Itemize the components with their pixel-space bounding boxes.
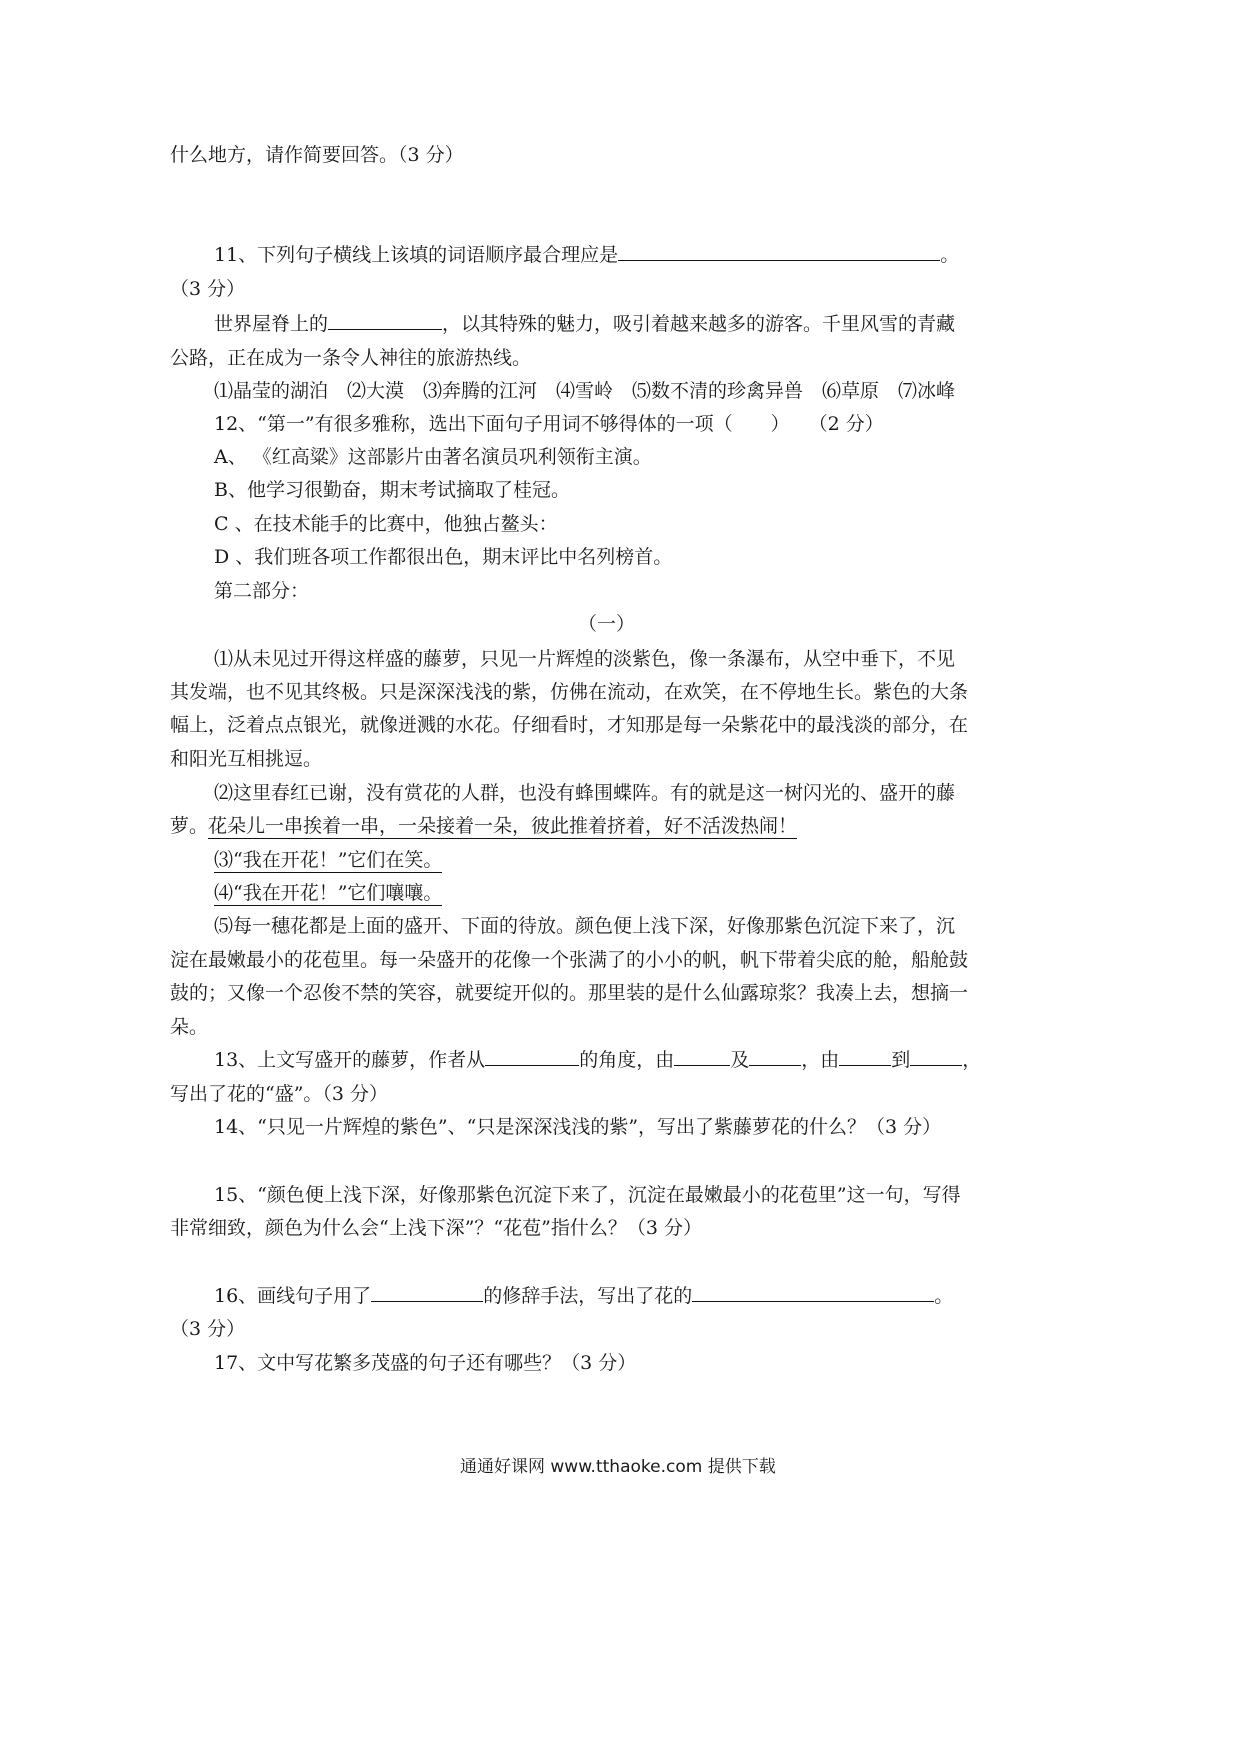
- passage-line: 鼓的；又像一个忍俊不禁的笑容，就要绽开似的。那里装的是什么仙露琼浆？我凑上去，想摘一: [170, 982, 969, 1004]
- answer-blank: [839, 1047, 891, 1066]
- question-17: 17、文中写花繁多茂盛的句子还有哪些？（3 分）: [214, 1352, 637, 1374]
- choice-b: B、他学习很勤奋，期末考试摘取了桂冠。: [214, 479, 570, 501]
- passage-line: 萝。花朵儿一串挨着一串，一朵接着一朵，彼此推着挤着，好不活泼热闹！: [170, 815, 798, 837]
- passage-line: 幅上，泛着点点银光，就像迸溅的水花。仔细看时，才知那是每一朵紫花中的最浅淡的部分，在: [170, 714, 969, 736]
- text-line: 非常细致，颜色为什么会“上浅下深”？“花苞”指什么？（3 分）: [170, 1217, 702, 1239]
- passage-line: 淀在最嫩最小的花苞里。每一朵盛开的花像一个张满了的小小的帆，帆下带着尖底的舱，船舱鼓: [170, 949, 969, 971]
- text-line: 写出了花的“盛”。（3 分）: [170, 1083, 389, 1105]
- choice-c: C 、在技术能手的比赛中，他独占鳌头：: [214, 513, 558, 535]
- choice-a: A、 《红高粱》这部影片由著名演员巩利领衔主演。: [214, 446, 652, 468]
- passage-line: 其发端，也不见其终极。只是深深浅浅的紫，仿佛在流动，在欢笑，在不停地生长。紫色的大条: [170, 681, 969, 703]
- question-14: 14、“只见一片辉煌的紫色”、“只是深深浅浅的紫”，写出了紫藤萝花的什么？（3 分）: [214, 1116, 942, 1138]
- choice-d: D 、我们班各项工作都很出色，期末评比中名列榜首。: [214, 546, 673, 568]
- underlined-sentence: ⑷“我在开花！”它们嚷嚷。: [214, 882, 443, 904]
- answer-blank: [328, 311, 442, 330]
- word-options: ⑴晶莹的湖泊 ⑵大漠 ⑶奔腾的江河 ⑷雪岭 ⑸数不清的珍禽异兽 ⑹草原 ⑺冰峰: [214, 380, 956, 402]
- score-note: （3 分）: [170, 278, 246, 300]
- sentence-line: 公路，正在成为一条令人神往的旅游热线。: [170, 347, 532, 369]
- question-13: 13、上文写盛开的藤萝，作者从 的角度，由 及 ，由 到 ，: [214, 1049, 982, 1071]
- question-11: 11、下列句子横线上该填的词语顺序最合理应是 。: [214, 244, 960, 266]
- passage-line: 朵。: [170, 1016, 209, 1038]
- passage-line: [214, 879, 442, 907]
- answer-blank: [674, 1047, 730, 1066]
- underlined-sentence: ⑶“我在开花！”它们在笑。: [214, 849, 443, 871]
- question-12: 12、“第一”有很多雅称，选出下面句子用词不够得体的一项（ ） （2 分）: [214, 413, 884, 435]
- passage-line: ⑴从未见过开得这样盛的藤萝，只见一片辉煌的淡紫色，像一条瀑布，从空中垂下，不见: [214, 648, 956, 670]
- underlined-sentence: 花朵儿一串挨着一串，一朵接着一朵，彼此推着挤着，好不活泼热闹！: [208, 815, 798, 837]
- answer-blank: [485, 1047, 579, 1066]
- answer-blank: [749, 1047, 801, 1066]
- question-15: 15、“颜色便上浅下深，好像那紫色沉淀下来了，沉淀在最嫩最小的花苞里”这一句，写得: [214, 1184, 961, 1206]
- passage-line: [214, 846, 442, 874]
- answer-blank: [910, 1047, 962, 1066]
- page-footer: 通通好课网 www.tthaoke.com 提供下载: [460, 1457, 776, 1477]
- answer-blank: [692, 1283, 934, 1302]
- answer-blank: [371, 1283, 483, 1302]
- passage-line: ⑵这里春红已谢，没有赏花的人群，也没有蜂围蝶阵。有的就是这一树闪光的、盛开的藤: [214, 782, 956, 804]
- passage-line: 和阳光互相挑逗。: [170, 748, 323, 770]
- section-heading: （一）: [578, 613, 636, 635]
- question-16: 16、画线句子用了 的修辞手法，写出了花的 。: [214, 1285, 954, 1307]
- part-heading: 第二部分：: [214, 580, 310, 602]
- answer-blank: [618, 242, 940, 261]
- text-line: 什么地方，请作简要回答。（3 分）: [170, 144, 464, 166]
- score-note: （3 分）: [170, 1318, 246, 1340]
- passage-line: ⑸每一穗花都是上面的盛开、下面的待放。颜色便上浅下深，好像那紫色沉淀下来了，沉: [214, 915, 956, 937]
- sentence-line: 世界屋脊上的 ，以其特殊的魅力，吸引着越来越多的游客。千里风雪的青藏: [214, 313, 956, 335]
